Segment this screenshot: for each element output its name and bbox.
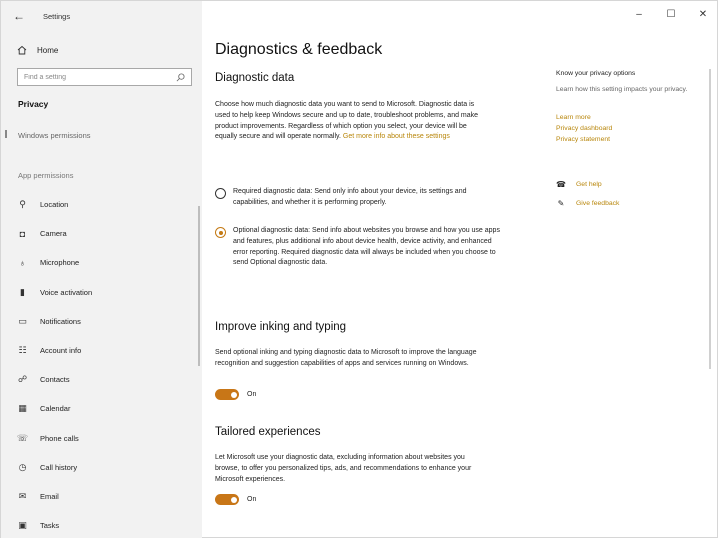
sidebar-item-location[interactable] — [1, 190, 202, 219]
main-content — [215, 1, 545, 538]
inking-toggle-label: On — [247, 391, 257, 398]
learn-more-link[interactable]: Learn more — [556, 114, 591, 121]
app-permissions-list — [1, 190, 202, 538]
privacy-options-description: Learn how this setting impacts your privacy. — [556, 86, 688, 93]
tailored-description: Let Microsoft use your diagnostic data, excluding information about websites you browse, to offer you personalized tips, ads, and recommendations to enhance your Microsoft experiences. — [215, 454, 472, 483]
optional-diagnostic-label: Optional diagnostic data: Send info about websites you browse and how you use apps and features, plus additional info about device health, device activity, and enhanced error reporting. Required diagnostic data will always be included when you choose to send Optional diagnostic data. — [233, 227, 500, 267]
diagnostic-data-description — [215, 100, 487, 143]
required-diagnostic-label: Required diagnostic data: Send only info about your device, its settings and capabilities, and whether it is performing properly. — [233, 188, 467, 206]
sidebar-item-calendar[interactable] — [1, 394, 202, 423]
home-icon — [17, 45, 27, 55]
sidebar-item-label: Voice activation — [40, 287, 93, 297]
app-permissions-header: App permissions — [18, 171, 74, 180]
sidebar-item-label: Microphone — [40, 258, 80, 268]
give-feedback-label: Give feedback — [576, 199, 620, 207]
get-help-label: Get help — [576, 180, 602, 188]
tailored-toggle-row — [215, 494, 256, 505]
privacy-dashboard-link[interactable]: Privacy dashboard — [556, 125, 613, 132]
privacy-header: Privacy — [18, 99, 49, 109]
search-icon — [176, 73, 185, 82]
help-icon: ☎ — [556, 179, 566, 189]
sidebar-scrollbar[interactable] — [198, 206, 200, 366]
sidebar-item-account-info[interactable] — [1, 336, 202, 365]
sidebar-item-label: Contacts — [40, 375, 70, 385]
home-label: Home — [37, 45, 59, 55]
main-scrollbar[interactable] — [709, 69, 711, 369]
email-icon: ✉ — [18, 490, 27, 501]
diagnostic-data-heading: Diagnostic data — [215, 72, 295, 84]
minimize-button[interactable]: – — [636, 9, 642, 20]
sidebar-item-label: Camera — [40, 229, 67, 239]
sidebar-item-call-history[interactable] — [1, 453, 202, 482]
inking-description: Send optional inking and typing diagnostic data to Microsoft to improve the language recognition and suggestion capabilities of apps and services running on Windows. — [215, 349, 477, 367]
optional-diagnostic-radio[interactable] — [215, 227, 226, 238]
sidebar-item-phone-calls[interactable] — [1, 424, 202, 453]
diagnostic-data-text: Choose how much diagnostic data you want to send to Microsoft. Diagnostic data is used to help keep Windows secure and up to date, troubleshoot problems, and make product improvements. Regardless of which option you select, your device will be equally secure and will operate normally. — [215, 101, 479, 141]
call-history-icon: ◷ — [18, 461, 27, 472]
maximize-button[interactable]: ☐ — [666, 9, 676, 20]
sidebar-item-label: Calendar — [40, 404, 71, 414]
window-controls — [633, 9, 709, 21]
sidebar-item-voice-activation[interactable] — [1, 278, 202, 307]
sidebar-item-label: Tasks — [40, 521, 60, 531]
sidebar-item-camera[interactable] — [1, 219, 202, 248]
sidebar-item-contacts[interactable] — [1, 365, 202, 394]
close-button[interactable]: ✕ — [698, 9, 708, 20]
phone-icon: ☏ — [16, 432, 29, 443]
location-icon: ⚲ — [19, 199, 26, 210]
required-diagnostic-option[interactable] — [215, 187, 505, 209]
tailored-toggle-label: On — [247, 496, 257, 503]
microphone-icon: ♁ — [19, 257, 26, 268]
tailored-toggle-switch[interactable] — [215, 494, 239, 505]
nav-home[interactable] — [1, 40, 202, 60]
contacts-icon: ☍ — [17, 374, 28, 385]
voice-activation-icon: ▮ — [20, 286, 25, 297]
search-input[interactable] — [24, 74, 164, 81]
inking-toggle-row — [215, 389, 256, 400]
sidebar-item-label: Phone calls — [40, 433, 79, 443]
tasks-icon: ▣ — [18, 520, 27, 531]
notifications-icon: ▭ — [18, 315, 27, 326]
sidebar-item-label: Email — [40, 491, 59, 501]
tailored-heading: Tailored experiences — [215, 426, 321, 438]
sidebar-item-label: Notifications — [40, 316, 81, 326]
back-arrow-icon[interactable]: ← — [13, 9, 25, 23]
sidebar-item-microphone[interactable] — [1, 248, 202, 277]
app-title: Settings — [43, 11, 71, 21]
camera-icon: ◘ — [19, 228, 26, 239]
calendar-icon: ▦ — [18, 403, 27, 414]
inking-toggle-switch[interactable] — [215, 389, 239, 400]
nav-windows-permissions[interactable]: Windows permissions — [18, 130, 91, 140]
get-help-link[interactable] — [556, 179, 602, 189]
sidebar — [1, 1, 202, 538]
inking-heading: Improve inking and typing — [215, 321, 347, 333]
titlebar — [1, 1, 202, 31]
privacy-options-heading: Know your privacy options — [556, 70, 636, 77]
page-title: Diagnostics & feedback — [215, 41, 383, 58]
account-info-icon: ☷ — [18, 345, 27, 356]
sidebar-item-email[interactable] — [1, 482, 202, 511]
give-feedback-link[interactable] — [556, 198, 619, 208]
sidebar-item-label: Call history — [40, 462, 78, 472]
sidebar-item-notifications[interactable] — [1, 307, 202, 336]
search-box[interactable] — [17, 68, 192, 86]
sidebar-item-label: Location — [40, 200, 69, 210]
privacy-statement-link[interactable]: Privacy statement — [556, 136, 611, 143]
feedback-icon: ✎ — [557, 198, 565, 208]
sidebar-item-label: Account info — [40, 346, 82, 356]
optional-diagnostic-option[interactable] — [215, 226, 505, 269]
sidebar-item-tasks[interactable] — [1, 511, 202, 538]
required-diagnostic-radio[interactable] — [215, 188, 226, 199]
more-info-link[interactable]: Get more info about these settings — [342, 133, 450, 141]
